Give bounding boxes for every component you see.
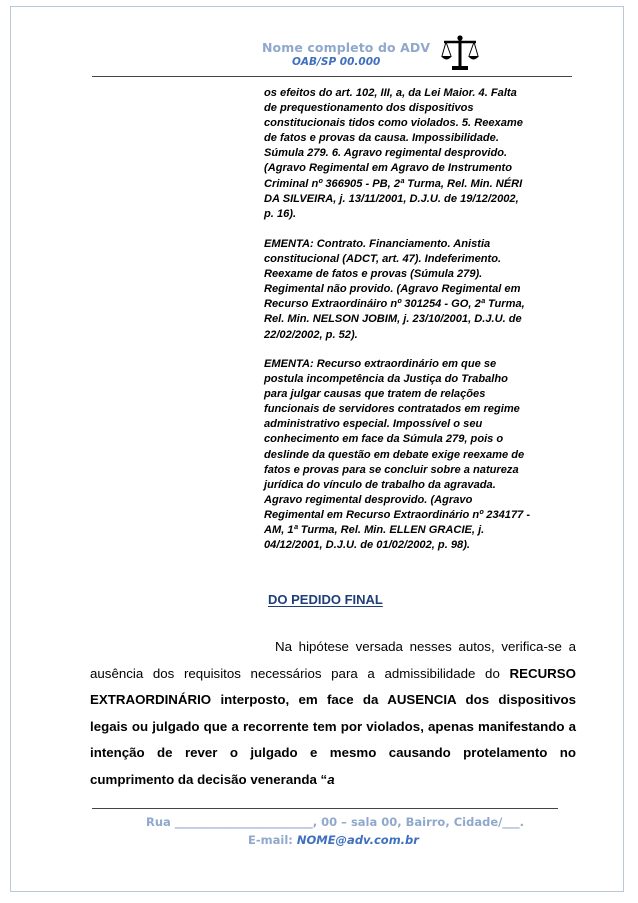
section-heading: DO PEDIDO FINAL <box>268 592 383 607</box>
paragraph-bold-italic-text: a <box>327 771 335 787</box>
jurisprudence-quote-1 <box>264 86 578 222</box>
footer-address: Rua ________________________, 00 – sala 00, Bairro, Cidade/___. <box>146 815 524 829</box>
quote-line: (Agravo Regimental em Agravo de Instrumento <box>264 162 513 175</box>
jurisprudence-quote-3 <box>264 357 578 553</box>
quote-line: Reexame de fatos e provas (Súmula 279). <box>264 268 483 281</box>
quote-line: de fatos e provas da causa. Impossibilidade. <box>264 132 499 145</box>
quote-line: AM, 1ª Turma, Rel. Min. ELLEN GRACIE, j. <box>264 524 485 537</box>
quote-line: de prequestionamento dos dispositivos <box>264 102 474 115</box>
quote-line: p. 16). <box>264 207 297 220</box>
quote-line: DA SILVEIRA, j. 13/11/2001, D.J.U. de 19/12/2002, <box>264 192 519 205</box>
scales-of-justice-icon <box>440 34 480 72</box>
quote-line: Rel. Min. NELSON JOBIM, j. 23/10/2001, D.J.U. de <box>264 313 522 326</box>
jurisprudence-quote-2 <box>264 237 578 343</box>
quote-line: para julgar causas que tratem de relações <box>264 388 486 401</box>
quote-line: Recurso Extraordináiro nº 301254 - GO, 2ª Turma, <box>264 298 525 311</box>
quote-line: Regimental não provido. (Agravo Regimental em <box>264 283 521 296</box>
email-label: E-mail: <box>248 833 297 847</box>
footer-email-row <box>248 833 419 847</box>
quote-line: conhecimento em face da Súmula 279, pois o <box>264 433 504 446</box>
quote-line: Agravo regimental desprovido. (Agravo <box>264 493 473 506</box>
quote-line: EMENTA: Recurso extraordinário em que se <box>264 358 497 370</box>
quote-line: Criminal nº 366905 - PB, 2ª Turma, Rel. Min. NÉRI <box>264 177 523 190</box>
oab-number: OAB/SP 00.000 <box>292 56 381 68</box>
quote-line: jurídica do vínculo de trabalho da agravada. <box>264 478 496 491</box>
lawyer-name: Nome completo do ADV <box>262 40 431 55</box>
quote-line: funcionais de servidores contratados em regime <box>264 403 520 416</box>
quote-line: EMENTA: Contrato. Financiamento. Anistia <box>264 238 491 250</box>
quote-line: postula incompetência da Justiça do Trabalho <box>264 373 508 386</box>
quote-line: Regimental em Recurso Extraordinário nº 234177 - <box>264 508 531 521</box>
quote-line: fatos e provas para se concluir sobre a natureza <box>264 463 519 476</box>
quote-line: administrativo especial. Impossível o seu <box>264 418 483 431</box>
final-request-paragraph <box>90 634 576 794</box>
quote-line: constitucionais tidos como violados. 5. Reexame <box>264 117 523 130</box>
quote-line: os efeitos do art. 102, III, a, da Lei Maior. 4. Falta <box>264 87 517 99</box>
quote-line: Súmula 279. 6. Agravo regimental desprovido. <box>264 147 508 160</box>
footer-divider <box>92 808 558 809</box>
paragraph-bold-text: RECURSO EXTRAORDINÁRIO interposto, em face da AUSENCIA dos dispositivos legais ou julgado que a recorrente tem por violados, apenas manifestando a intenção de rever o julgado e mesmo causando protelamento no cumprimento da decisão veneranda “ <box>90 665 576 787</box>
quote-line: constitucional (ADCT, art. 47). Indeferimento. <box>264 253 502 266</box>
quote-line: 22/02/2002, p. 52). <box>264 328 358 341</box>
paragraph-text: Na hipótese versada nesses autos, verifica-se a ausência dos requisitos necessários para a admissibilidade do <box>90 639 576 681</box>
email-address: NOME@adv.com.br <box>296 833 419 847</box>
quote-line: deslinde da questão em debate exige reexame de <box>264 448 525 461</box>
quote-line: 04/12/2001, D.J.U. de 01/02/2002, p. 98). <box>264 539 470 552</box>
header-divider <box>92 76 572 77</box>
